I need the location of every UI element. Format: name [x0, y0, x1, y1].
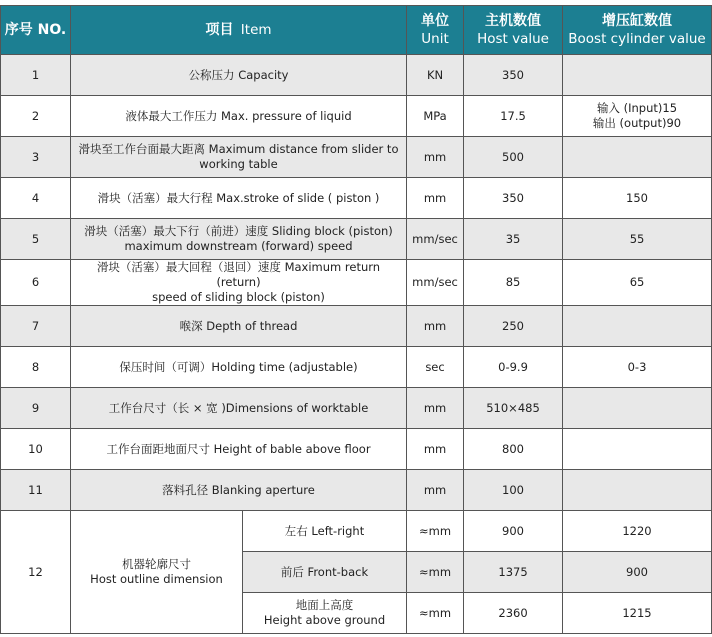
cell-line: 地面上高度 — [295, 598, 354, 612]
table-row — [1, 219, 712, 260]
cell-line: 滑块至工作台面最大距离 Maximum distance from slider to — [78, 142, 399, 156]
cell-line: 150 — [626, 190, 648, 205]
cell-line: maximum downstream (forward) speed — [124, 239, 353, 253]
item-cell — [71, 470, 407, 511]
unit-cell: mm — [407, 470, 464, 511]
cell-line: 输入 (Input)15 — [596, 101, 678, 115]
boost-value-cell — [563, 347, 712, 388]
sub-item-cell — [243, 593, 407, 634]
item-cell — [71, 178, 407, 219]
boost-value-cell — [563, 429, 712, 470]
cell-line: 滑块（活塞）最大回程（退回）速度 Maximum return (return) — [96, 260, 381, 289]
boost-value-cell — [563, 55, 712, 96]
spec-table — [0, 5, 712, 634]
row-number: 3 — [1, 137, 71, 178]
boost-value-cell — [563, 96, 712, 137]
unit-cell: sec — [407, 347, 464, 388]
outline-dimension-group — [71, 511, 243, 634]
host-value-cell: 85 — [464, 260, 563, 306]
unit-cell: mm/sec — [407, 260, 464, 306]
cell-line: 液体最大工作压力 Max. pressure of liquid — [125, 108, 352, 123]
host-value-cell: 350 — [464, 178, 563, 219]
table-row — [1, 137, 712, 178]
boost-value-cell — [563, 137, 712, 178]
host-value-cell: 350 — [464, 55, 563, 96]
host-value-cell: 35 — [464, 219, 563, 260]
unit-cell: MPa — [407, 96, 464, 137]
row-number: 1 — [1, 55, 71, 96]
host-value-cell: 800 — [464, 429, 563, 470]
cell-line: 前后 Front-back — [280, 564, 369, 579]
unit-cell: mm/sec — [407, 219, 464, 260]
unit-cell: mm — [407, 306, 464, 347]
boost-value-cell: 1215 — [563, 593, 712, 634]
sub-item-cell — [243, 552, 407, 593]
table-row — [1, 260, 712, 306]
table-row — [1, 429, 712, 470]
table-row — [1, 178, 712, 219]
unit-cell: mm — [407, 388, 464, 429]
boost-value-cell — [563, 388, 712, 429]
item-cell — [71, 219, 407, 260]
boost-value-cell — [563, 470, 712, 511]
header-no: 序号 NO. — [1, 6, 71, 55]
host-value-cell: 900 — [464, 511, 563, 552]
sub-item-cell — [243, 511, 407, 552]
boost-value-cell — [563, 306, 712, 347]
unit-cell: KN — [407, 55, 464, 96]
cell-line: 0-3 — [627, 359, 647, 374]
cell-line: 落料孔径 Blanking aperture — [162, 482, 315, 497]
cell-line: 喉深 Depth of thread — [179, 318, 298, 333]
cell-line: working table — [199, 157, 278, 171]
host-value-cell: 0-9.9 — [464, 347, 563, 388]
item-cell — [71, 96, 407, 137]
item-cell — [71, 137, 407, 178]
host-value-cell: 250 — [464, 306, 563, 347]
header-item: 项目 Item — [71, 6, 407, 55]
header-boost-value: 增压缸数值 Boost cylinder value — [563, 6, 712, 55]
cell-line: 机器轮廓尺寸 — [122, 557, 191, 571]
row-number: 7 — [1, 306, 71, 347]
cell-line: 工作台面距地面尺寸 Height of bable above floor — [106, 441, 371, 456]
table-row — [1, 470, 712, 511]
row-number: 8 — [1, 347, 71, 388]
row-number: 4 — [1, 178, 71, 219]
row-number: 11 — [1, 470, 71, 511]
cell-line: 滑块（活塞）最大行程 Max.stroke of slide ( piston ) — [97, 190, 380, 205]
cell-line: Host outline dimension — [90, 572, 223, 586]
cell-line: 滑块（活塞）最大下行（前进）速度 Sliding block (piston) — [84, 224, 393, 238]
table-row — [1, 55, 712, 96]
unit-cell: mm — [407, 429, 464, 470]
boost-value-cell: 1220 — [563, 511, 712, 552]
item-cell — [71, 388, 407, 429]
row-number: 10 — [1, 429, 71, 470]
cell-line: 公称压力 Capacity — [188, 67, 289, 82]
host-value-cell: 17.5 — [464, 96, 563, 137]
host-value-cell: 1375 — [464, 552, 563, 593]
header-host-value: 主机数值 Host value — [464, 6, 563, 55]
row-number: 6 — [1, 260, 71, 306]
unit-cell: ≈mm — [407, 511, 464, 552]
table-row — [1, 388, 712, 429]
row-number: 5 — [1, 219, 71, 260]
unit-cell: ≈mm — [407, 552, 464, 593]
unit-cell: mm — [407, 137, 464, 178]
cell-line: 保压时间（可调）Holding time (adjustable) — [119, 359, 358, 374]
item-cell — [71, 306, 407, 347]
cell-line: Height above ground — [263, 613, 386, 627]
host-value-cell: 100 — [464, 470, 563, 511]
table-row — [1, 96, 712, 137]
header-unit: 单位 Unit — [407, 6, 464, 55]
item-cell — [71, 55, 407, 96]
unit-cell: ≈mm — [407, 593, 464, 634]
row-number: 9 — [1, 388, 71, 429]
table-row — [1, 347, 712, 388]
boost-value-cell — [563, 178, 712, 219]
cell-line: 输出 (output)90 — [592, 116, 682, 130]
table-row — [1, 306, 712, 347]
host-value-cell: 510×485 — [464, 388, 563, 429]
item-cell — [71, 429, 407, 470]
table-row — [1, 511, 712, 552]
cell-line: 左右 Left-right — [284, 523, 365, 538]
boost-value-cell — [563, 219, 712, 260]
header-row — [1, 6, 712, 55]
boost-value-cell: 900 — [563, 552, 712, 593]
cell-line: 55 — [629, 231, 645, 246]
row-number: 12 — [1, 511, 71, 634]
cell-line: speed of sliding block (piston) — [152, 290, 325, 304]
cell-line: 工作台尺寸（长 × 宽 )Dimensions of worktable — [108, 400, 369, 415]
host-value-cell: 2360 — [464, 593, 563, 634]
boost-value-cell — [563, 260, 712, 306]
host-value-cell: 500 — [464, 137, 563, 178]
unit-cell: mm — [407, 178, 464, 219]
cell-line: 65 — [629, 275, 645, 289]
item-cell — [71, 260, 407, 306]
item-cell — [71, 347, 407, 388]
row-number: 2 — [1, 96, 71, 137]
